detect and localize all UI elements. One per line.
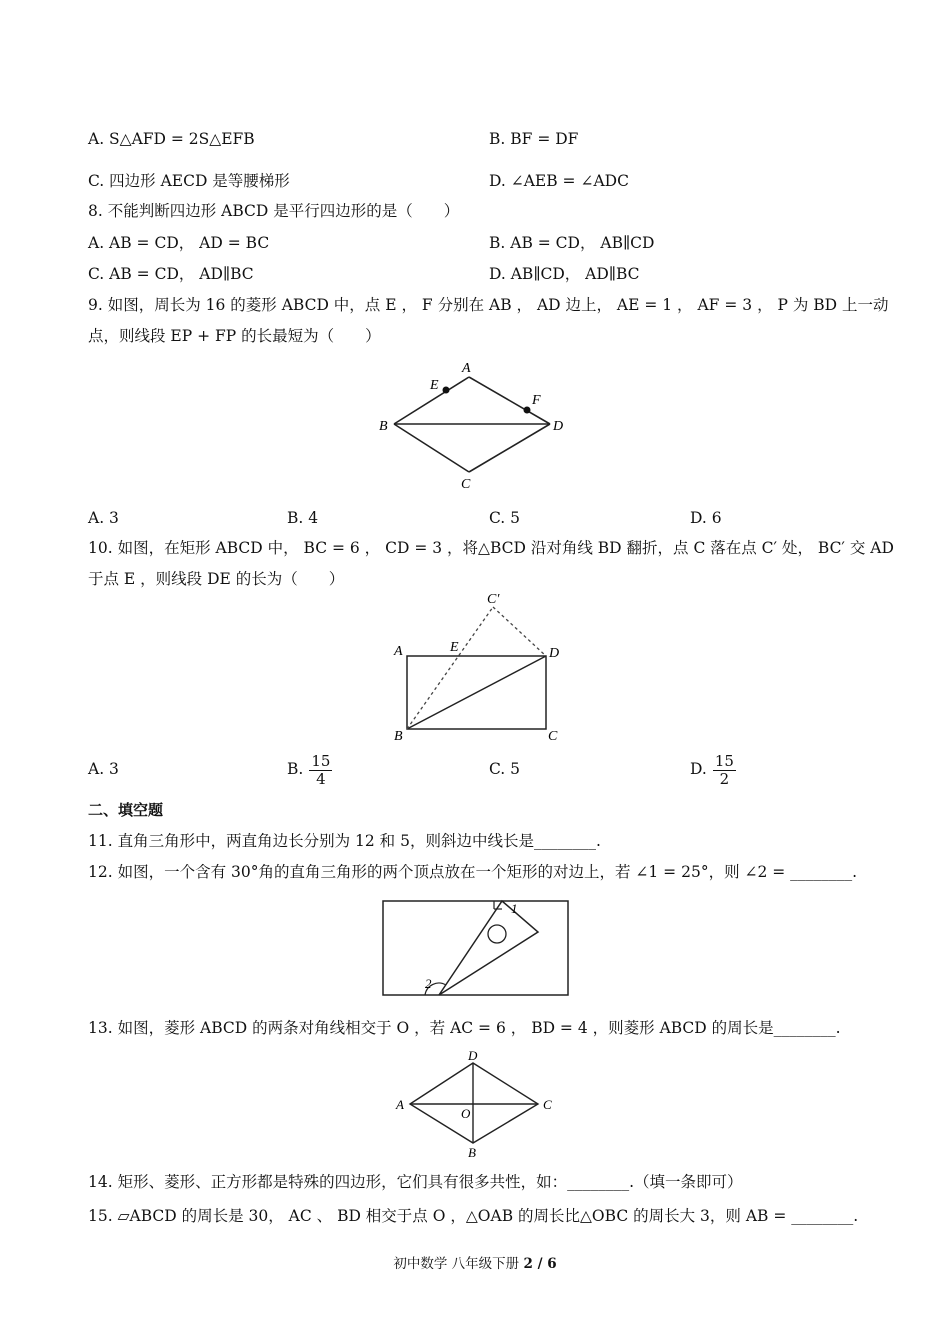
- q11-stem: 11. 直角三角形中，两直角边长分别为 12 和 5，则斜边中线长是________.: [88, 832, 601, 850]
- label-d: D: [468, 1048, 478, 1063]
- fraction-numerator: 15: [311, 751, 331, 770]
- q12-stem: 12. 如图，一个含有 30°角的直角三角形的两个顶点放在一个矩形的对边上，若 ∠1 = 25°，则 ∠2 = ________.: [88, 863, 858, 881]
- q10-option-c: C. 5: [489, 760, 521, 778]
- label-b: B: [394, 729, 403, 744]
- fraction-denominator: 4: [316, 769, 326, 788]
- q7-option-b: B. BF = DF: [489, 130, 579, 148]
- label-d: D: [549, 646, 560, 661]
- q10-option-a: A. 3: [88, 760, 119, 778]
- section-title: 二、填空题: [88, 801, 164, 819]
- point-e: [443, 387, 450, 394]
- fraction: [309, 753, 332, 788]
- angle-1-label: 1: [511, 901, 518, 916]
- q10-rectangle-figure: [385, 590, 575, 750]
- label-a: A: [394, 644, 403, 659]
- label-o: O: [461, 1106, 471, 1121]
- q13-stem: 13. 如图，菱形 ABCD 的两条对角线相交于 O ，若 AC = 6 ， BD = 4 ，则菱形 ABCD 的周长是________.: [88, 1019, 841, 1037]
- q10-stem-line1: 10. 如图，在矩形 ABCD 中， BC = 6 ， CD = 3 ，将△BCD 沿对角线 BD 翻折，点 C 落在点 C′ 处， BC′ 交 AD: [88, 539, 894, 557]
- label-b: B: [379, 419, 388, 434]
- fraction: [713, 753, 736, 788]
- page-footer: [0, 1252, 950, 1272]
- label-c: C: [461, 477, 471, 492]
- label-c: C: [543, 1097, 552, 1112]
- label-c: C: [548, 729, 558, 744]
- q15-stem: 15. ▱ABCD 的周长是 30， AC 、 BD 相交于点 O ，△OAB 的周长比△OBC 的周长大 3，则 AB = ________.: [88, 1207, 859, 1225]
- q8-option-b: B. AB = CD， AB∥CD: [489, 234, 655, 252]
- q9-option-d: D. 6: [690, 509, 722, 527]
- label-d: D: [553, 419, 564, 434]
- label-f: F: [532, 393, 541, 408]
- q10-option-d-prefix: D.: [690, 760, 707, 778]
- q10-option-b-prefix: B.: [287, 760, 304, 778]
- q12-triangle-rectangle-figure: [380, 896, 572, 1000]
- label-e: E: [430, 378, 439, 393]
- label-b: B: [468, 1145, 476, 1160]
- q13-rhombus-figure: [390, 1048, 560, 1160]
- q7-option-d: D. ∠AEB = ∠ADC: [489, 172, 629, 190]
- q8-option-c: C. AB = CD， AD∥BC: [88, 265, 254, 283]
- angle-2-label: 2: [425, 976, 432, 991]
- q7-option-a: A. S△AFD = 2S△EFB: [88, 130, 255, 148]
- label-a: A: [462, 361, 471, 376]
- q9-rhombus-figure: [370, 355, 580, 495]
- q10-option-d: [690, 748, 736, 790]
- q9-stem-line1: 9. 如图，周长为 16 的菱形 ABCD 中，点 E ， F 分别在 AB ， AD 边上， AE = 1 ， AF = 3 ， P 为 BD 上一动: [88, 296, 889, 314]
- fraction-denominator: 2: [719, 769, 730, 788]
- q9-option-a: A. 3: [88, 509, 119, 527]
- footer-subject: 初中数学 八年级下册: [393, 1256, 524, 1272]
- q10-stem-line2: 于点 E ，则线段 DE 的长为（ ）: [88, 570, 345, 588]
- q7-option-c: C. 四边形 AECD 是等腰梯形: [88, 172, 290, 190]
- q8-option-d: D. AB∥CD， AD∥BC: [489, 265, 640, 283]
- fraction-numerator: 15: [714, 751, 734, 770]
- point-f: [524, 407, 531, 414]
- q8-option-a: A. AB = CD， AD = BC: [88, 234, 270, 252]
- q9-stem-line2: 点，则线段 EP + FP 的长最短为（ ）: [88, 327, 381, 345]
- label-e: E: [450, 640, 459, 655]
- label-a: A: [396, 1097, 404, 1112]
- q8-stem: 8. 不能判断四边形 ABCD 是平行四边形的是（ ）: [88, 202, 460, 220]
- label-c-prime: C′: [487, 592, 500, 607]
- q9-option-b: B. 4: [287, 509, 319, 527]
- page-number: 2 / 6: [523, 1256, 557, 1272]
- q9-option-c: C. 5: [489, 509, 521, 527]
- q14-stem: 14. 矩形、菱形、正方形都是特殊的四边形，它们具有很多共性，如：________.（填一条即可）: [88, 1173, 743, 1191]
- q10-option-b: [287, 748, 332, 790]
